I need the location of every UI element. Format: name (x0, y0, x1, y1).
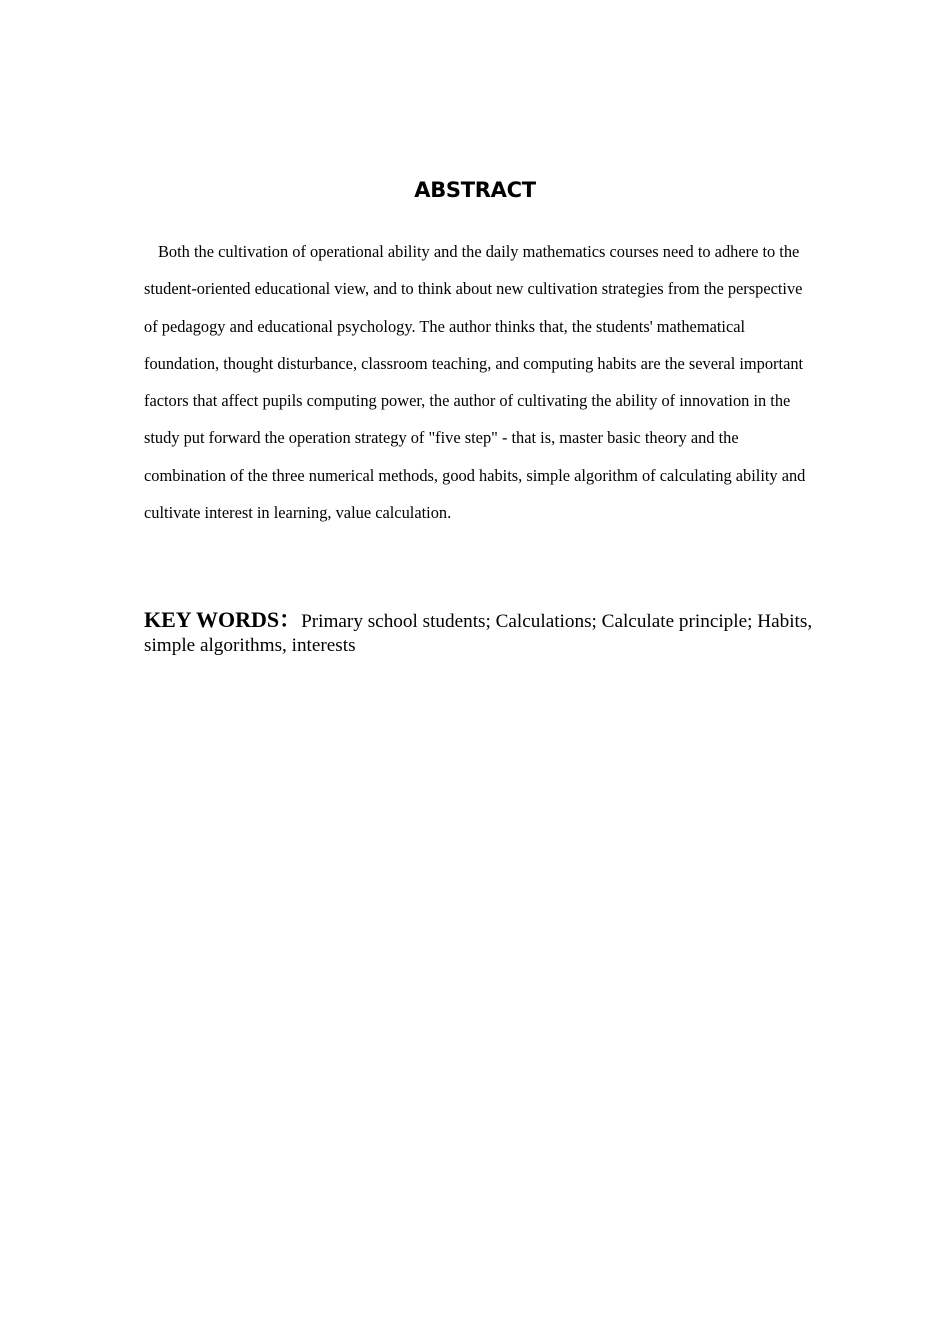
abstract-heading: ABSTRACT (414, 178, 536, 202)
keywords-label: KEY WORDS： (144, 607, 302, 632)
abstract-paragraph: Both the cultivation of operational ability and the daily mathematics courses need to adhere to the student-oriented educational view, and to think about new cultivation strategies from the perspective of pedagogy and educational psychology. The author thinks that, the students' mathematical foundation, thought disturbance, classroom teaching, and computing habits are the several important factors that affect pupils computing power, the author of cultivating the ability of innovation in the study put forward the operation strategy of "five step" - that is, master basic theory and the combination of the three numerical methods, good habits, simple algorithm of calculating ability and cultivate interest in learning, value calculation. (144, 242, 806, 523)
keywords-line (144, 608, 814, 658)
keywords-list: Primary school students; Calculations; Calculate principle; Habits, simple algorithms, interests (144, 611, 813, 656)
